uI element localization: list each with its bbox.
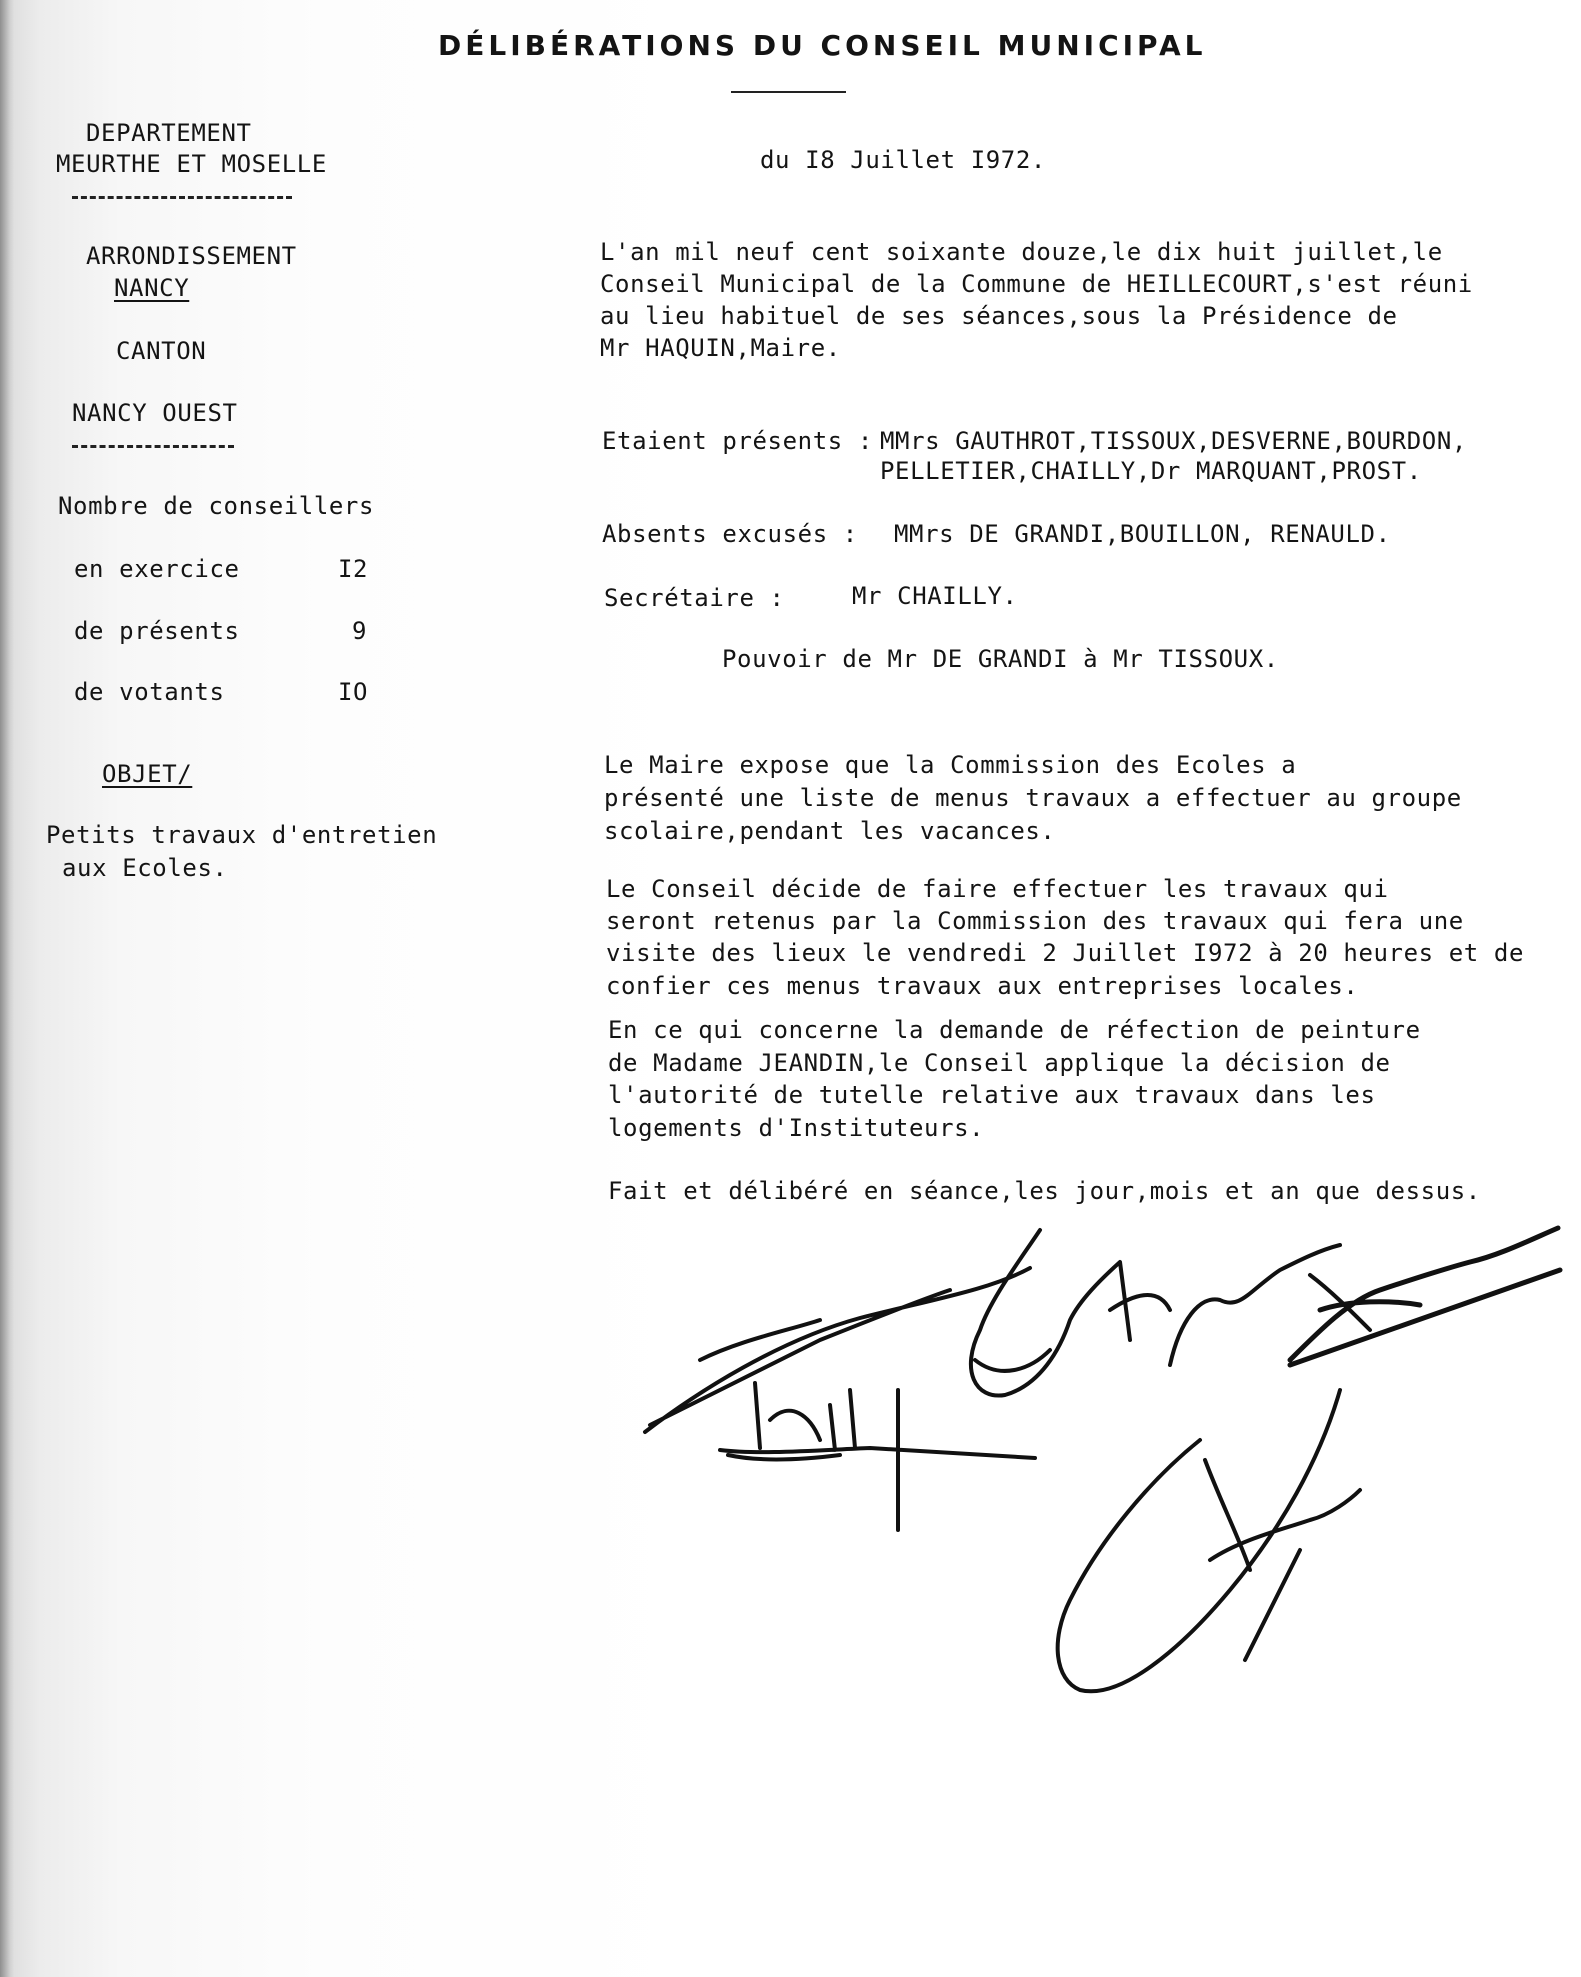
absents-label: Absents excusés : xyxy=(602,520,858,548)
arrondissement-name: NANCY xyxy=(114,274,190,302)
signature-3 xyxy=(971,1230,1170,1396)
stat-value: 9 xyxy=(352,617,368,645)
stat-value: IO xyxy=(338,678,369,706)
closing-line: Fait et délibéré en séance,les jour,mois et an que dessus. xyxy=(608,1177,1481,1205)
meeting-date: du I8 Juillet I972. xyxy=(760,146,1046,174)
stat-label: en exercice xyxy=(74,555,240,583)
departement-divider xyxy=(72,196,292,199)
paragraph-line: Le Conseil décide de faire effectuer les travaux qui xyxy=(606,875,1389,903)
objet-line: Petits travaux d'entretien xyxy=(46,821,438,849)
intro-line: L'an mil neuf cent soixante douze,le dix huit juillet,le xyxy=(600,238,1443,266)
secretaire-value: Mr CHAILLY. xyxy=(852,582,1018,610)
paragraph-line: En ce qui concerne la demande de réfection de peinture xyxy=(608,1016,1421,1044)
intro-line: Mr HAQUIN,Maire. xyxy=(600,334,841,362)
signature-1 xyxy=(645,1268,1030,1432)
canton-label: CANTON xyxy=(116,337,207,365)
stat-label: de votants xyxy=(74,678,225,706)
title-divider xyxy=(731,91,846,93)
intro-line: Conseil Municipal de la Commune de HEILLECOURT,s'est réuni xyxy=(600,270,1473,298)
paragraph-line: présenté une liste de menus travaux a effectuer au groupe xyxy=(604,784,1462,812)
paragraph-line: visite des lieux le vendredi 2 Juillet I972 à 20 heures et de xyxy=(606,939,1525,967)
pouvoir-line: Pouvoir de Mr DE GRANDI à Mr TISSOUX. xyxy=(722,645,1279,673)
signature-4 xyxy=(1170,1245,1370,1365)
canton-name: NANCY OUEST xyxy=(72,399,238,427)
page-title: DÉLIBÉRATIONS DU CONSEIL MUNICIPAL xyxy=(438,29,1207,62)
paragraph-line: seront retenus par la Commission des travaux qui fera une xyxy=(606,907,1464,935)
arrondissement-label: ARRONDISSEMENT xyxy=(86,242,297,270)
paragraph-line: Le Maire expose que la Commission des Ecoles a xyxy=(604,751,1297,779)
departement-label: DEPARTEMENT xyxy=(86,119,252,147)
canton-divider xyxy=(72,445,234,448)
paragraph-line: logements d'Instituteurs. xyxy=(608,1114,985,1142)
stat-label: de présents xyxy=(74,617,240,645)
intro-line: au lieu habituel de ses séances,sous la Présidence de xyxy=(600,302,1398,330)
paragraph-line: scolaire,pendant les vacances. xyxy=(604,817,1056,845)
absents-value: MMrs DE GRANDI,BOUILLON, RENAULD. xyxy=(894,520,1391,548)
presents-line: PELLETIER,CHAILLY,Dr MARQUANT,PROST. xyxy=(880,457,1422,485)
objet-label: OBJET/ xyxy=(102,760,193,788)
signature-6 xyxy=(1058,1390,1360,1691)
signature-5 xyxy=(1290,1228,1560,1365)
departement-name: MEURTHE ET MOSELLE xyxy=(56,150,327,178)
paragraph-line: de Madame JEANDIN,le Conseil applique la décision de xyxy=(608,1049,1391,1077)
presents-label: Etaient présents : xyxy=(602,427,873,455)
conseillers-title: Nombre de conseillers xyxy=(58,492,375,520)
presents-line: MMrs GAUTHROT,TISSOUX,DESVERNE,BOURDON, xyxy=(880,427,1467,455)
stat-value: I2 xyxy=(338,555,369,583)
paragraph-line: l'autorité de tutelle relative aux travaux dans les xyxy=(608,1081,1376,1109)
signature-2 xyxy=(720,1383,1035,1530)
paragraph-line: confier ces menus travaux aux entreprises locales. xyxy=(606,972,1359,1000)
page-shadow-edge xyxy=(0,0,14,1977)
objet-line: aux Ecoles. xyxy=(62,854,228,882)
secretaire-label: Secrétaire : xyxy=(604,584,785,612)
